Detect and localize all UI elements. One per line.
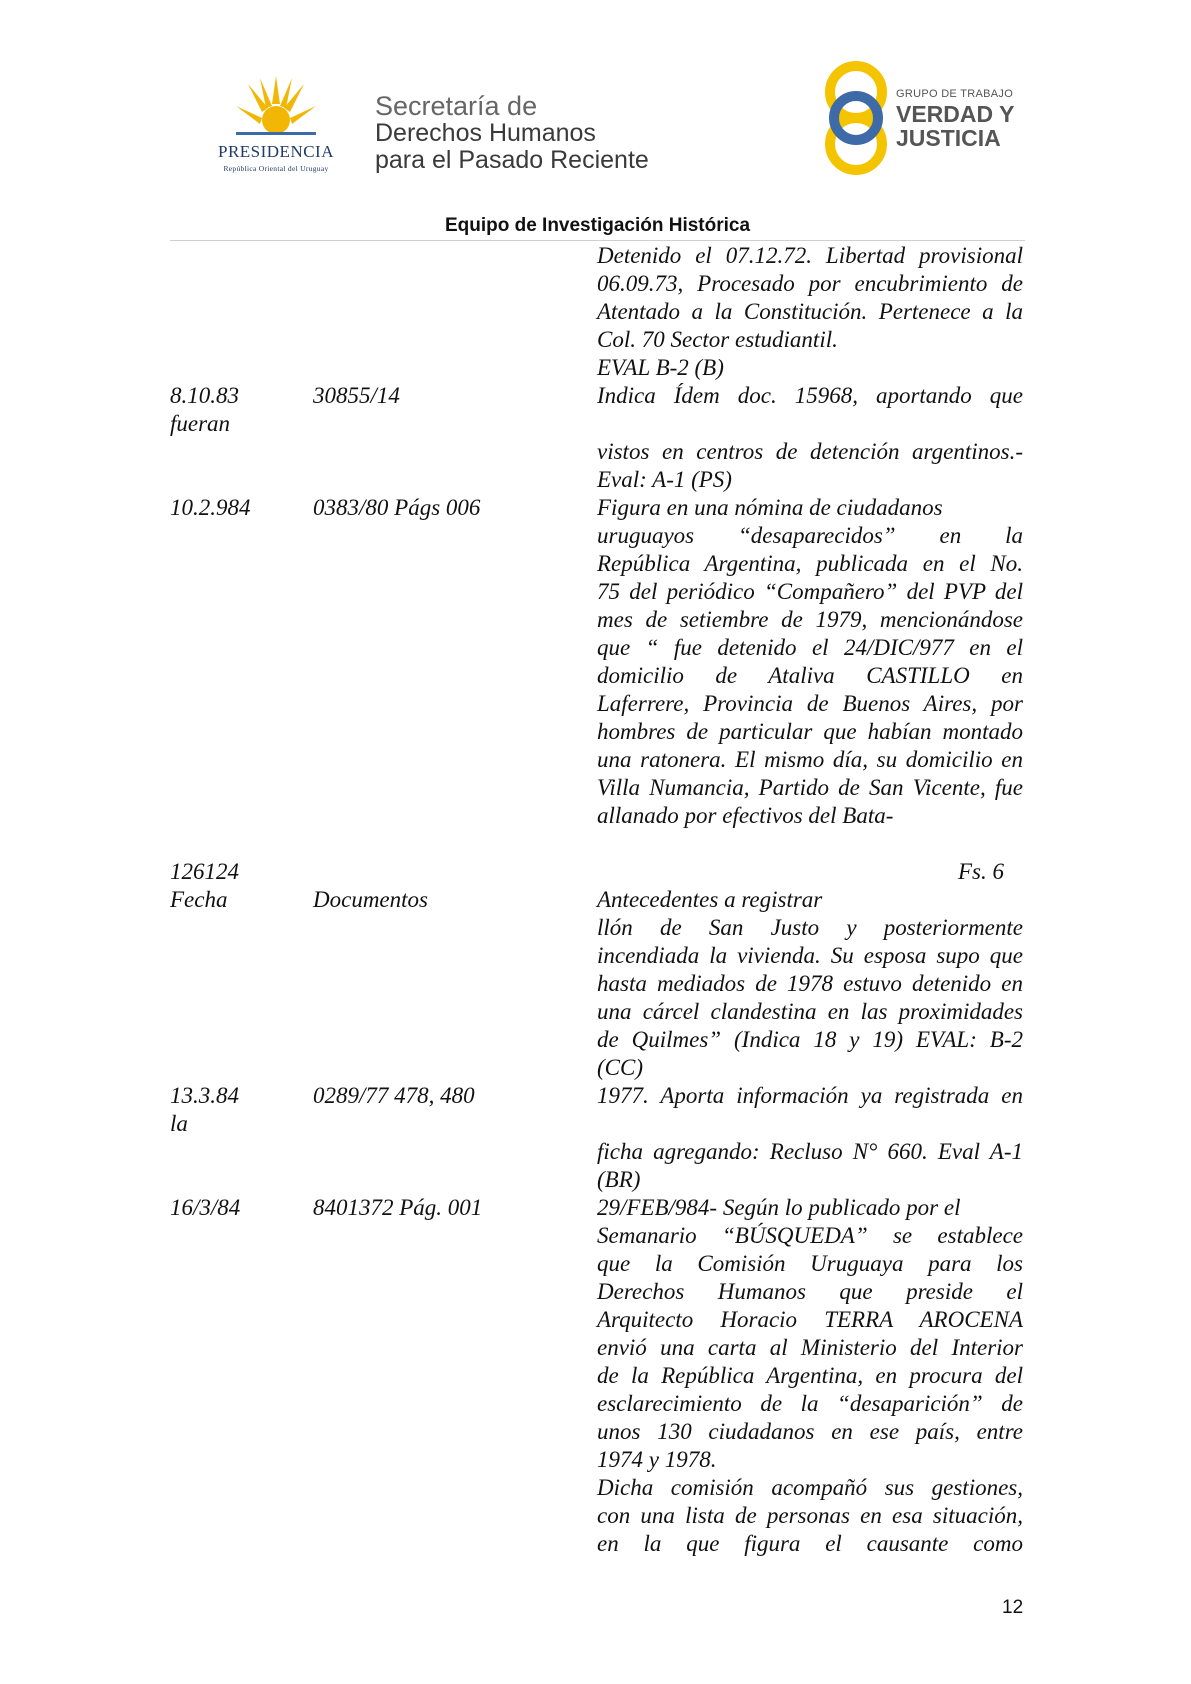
secretaria-line-2: Derechos Humanos xyxy=(375,119,596,147)
text-line: 1977. Aporta información ya registrada en xyxy=(597,1083,1023,1108)
entry-document: 0289/77 478, 480 xyxy=(313,1083,475,1108)
entry-document: 30855/14 xyxy=(313,383,400,408)
text-line: Derechos Humanos que preside el xyxy=(597,1279,1023,1304)
gvj-line-1: GRUPO DE TRABAJO xyxy=(896,88,1014,100)
text-line: (CC) xyxy=(597,1055,643,1080)
text-line: Eval: A-1 (PS) xyxy=(597,467,732,492)
entry-date: 16/3/84 xyxy=(170,1195,241,1220)
presidencia-logo xyxy=(196,76,356,182)
text-line: fueran xyxy=(170,411,231,436)
text-line: unos 130 ciudadanos en ese país, entre xyxy=(597,1419,1023,1444)
entry-document: 0383/80 Págs 006 xyxy=(313,495,481,520)
grupo-verdad-justicia-logo xyxy=(820,58,1040,182)
text-line: Atentado a la Constitución. Pertenece a la xyxy=(597,299,1023,324)
text-line: Figura en una nómina de ciudadanos xyxy=(597,495,943,520)
folio-number: Fs. 6 xyxy=(958,859,1004,884)
entry-date: 13.3.84 xyxy=(170,1083,239,1108)
header-divider xyxy=(170,240,1025,241)
text-line: mes de setiembre de 1979, mencionándose xyxy=(597,607,1023,632)
text-line: esclarecimiento de la “desaparición” de xyxy=(597,1391,1023,1416)
gvj-line-3: JUSTICIA xyxy=(896,125,1001,151)
entry-document: 8401372 Pág. 001 xyxy=(313,1195,483,1220)
text-line: de Quilmes” (Indica 18 y 19) EVAL: B-2 xyxy=(597,1027,1023,1052)
text-line: República Argentina, publicada en el No. xyxy=(597,551,1023,576)
presidencia-subtitle: República Oriental del Uruguay xyxy=(223,164,329,173)
text-line: Dicha comisión acompañó sus gestiones, xyxy=(597,1475,1023,1500)
text-line: uruguayos “desaparecidos” en la xyxy=(597,523,1023,548)
text-line: (BR) xyxy=(597,1167,641,1192)
rings-logo-icon xyxy=(820,58,896,182)
text-line: una ratonera. El mismo día, su domicilio en xyxy=(597,747,1023,772)
page-number: 12 xyxy=(1002,1597,1024,1618)
text-line: Semanario “BÚSQUEDA” se establece xyxy=(597,1223,1023,1248)
text-line: Laferrere, Provincia de Buenos Aires, por xyxy=(597,691,1023,716)
text-line: 29/FEB/984- Según lo publicado por el xyxy=(597,1195,961,1220)
text-line: ficha agregando: Recluso N° 660. Eval A-1 xyxy=(597,1139,1023,1164)
text-line: con una lista de personas en esa situación, xyxy=(597,1503,1023,1528)
text-line: 1974 y 1978. xyxy=(597,1447,717,1472)
text-line: Arquitecto Horacio TERRA AROCENA xyxy=(597,1307,1023,1332)
text-line: Col. 70 Sector estudiantil. xyxy=(597,327,838,352)
entry-date: 10.2.984 xyxy=(170,495,251,520)
text-line: Indica Ídem doc. 15968, aportando que xyxy=(597,383,1023,408)
text-line: de la República Argentina, en procura del xyxy=(597,1363,1023,1388)
text-line: Villa Numancia, Partido de San Vicente, fue xyxy=(597,775,1023,800)
text-line: vistos en centros de detención argentinos.- xyxy=(597,439,1023,464)
text-line: Detenido el 07.12.72. Libertad provisional xyxy=(597,243,1023,268)
column-header-antecedentes: Antecedentes a registrar xyxy=(597,887,823,912)
text-line: domicilio de Ataliva CASTILLO en xyxy=(597,663,1023,688)
text-line: incendiada la vivienda. Su esposa supo que xyxy=(597,943,1023,968)
text-line: que “ fue detenido el 24/DIC/977 en el xyxy=(597,635,1023,660)
text-line: que la Comisión Uruguaya para los xyxy=(597,1251,1023,1276)
text-line: 75 del periódico “Compañero” del PVP del xyxy=(597,579,1023,604)
secretaria-line-1: Secretaría de xyxy=(375,91,538,121)
sun-logo-icon xyxy=(236,76,316,140)
secretaria-title xyxy=(375,92,649,174)
text-line: envió una carta al Ministerio del Interior xyxy=(597,1335,1023,1360)
text-line: una cárcel clandestina en las proximidades xyxy=(597,999,1023,1024)
gvj-line-2: VERDAD Y xyxy=(896,101,1015,127)
text-line: llón de San Justo y posteriormente xyxy=(597,915,1023,940)
column-header-documentos: Documentos xyxy=(313,887,428,912)
presidencia-word: PRESIDENCIA xyxy=(217,142,334,161)
text-line: EVAL B-2 (B) xyxy=(597,355,724,380)
text-line: hombres de particular que habían montado xyxy=(597,719,1023,744)
text-line: allanado por efectivos del Bata- xyxy=(597,803,894,828)
text-line: 06.09.73, Procesado por encubrimiento de xyxy=(597,271,1023,296)
text-line: la xyxy=(170,1111,188,1136)
column-header-fecha: Fecha xyxy=(170,887,228,912)
text-line: en la que figura el causante como xyxy=(597,1531,1023,1556)
secretaria-line-3: para el Pasado Reciente xyxy=(375,146,649,174)
text-line: hasta mediados de 1978 estuvo detenido en xyxy=(597,971,1023,996)
record-id: 126124 xyxy=(170,859,239,884)
entry-date: 8.10.83 xyxy=(170,383,239,408)
equipo-heading: Equipo de Investigación Histórica xyxy=(444,215,751,236)
